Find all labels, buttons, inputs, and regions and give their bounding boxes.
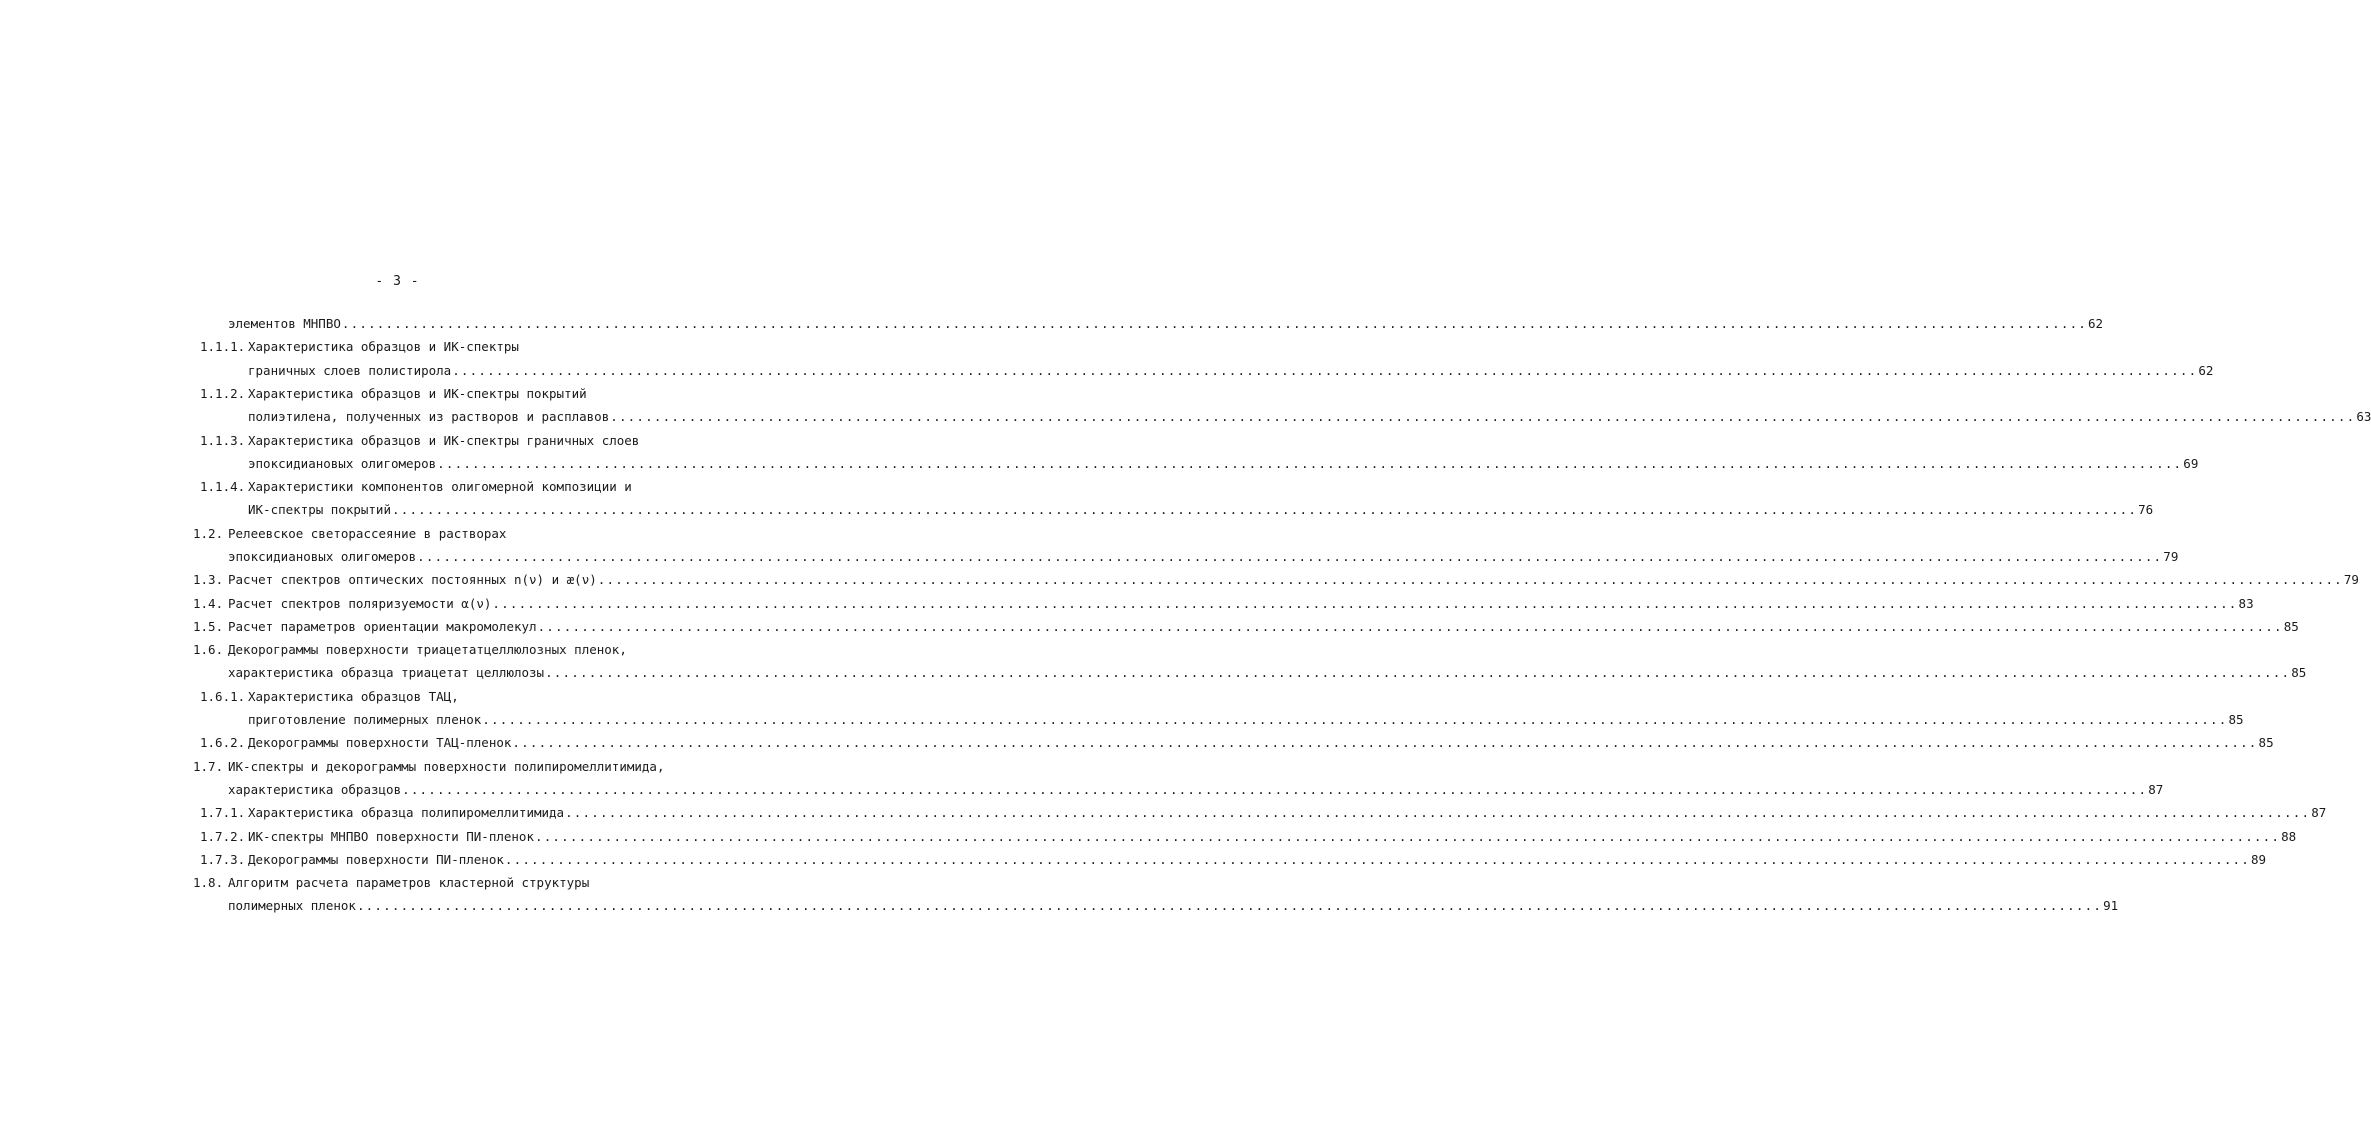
toc-entry-title: приготовление полимерных пленок [248, 712, 482, 728]
toc-entry-leader-line [228, 595, 2254, 611]
leader-dots: ........................................................................................................................................................................................................ [597, 572, 2343, 588]
toc-entry-page: 88 [2281, 828, 2297, 844]
toc-entry-page: 62 [2198, 362, 2214, 378]
leader-dots: ........................................................................................................................................................................................................ [402, 781, 2148, 797]
toc-entry-leader-line [228, 548, 2179, 564]
toc-entry-page: 62 [2088, 316, 2104, 331]
toc-entry-page: 83 [2238, 595, 2254, 611]
toc-entry-leader-line [228, 316, 2104, 331]
toc-entry-title: характеристика образцов [228, 781, 402, 797]
toc-entry-number: 1.1.1. [200, 339, 246, 355]
toc-entry-leader-line [228, 572, 2359, 588]
toc-entry-page: 87 [2311, 805, 2327, 821]
toc-entry-title: эпоксидиановых олигомеров [248, 455, 437, 471]
toc-entry-line: Характеристики компонентов олигомерной композиции и [248, 479, 632, 495]
toc-entry-number: 1.8. [193, 875, 224, 891]
toc-entry-line: Характеристика образцов и ИК-спектры [248, 339, 519, 355]
toc-entry-title: Расчет параметров ориентации макромолекул [228, 618, 537, 634]
toc-entry-line: Характеристика образцов и ИК-спектры покрытий [248, 385, 587, 401]
leader-dots: ........................................................................................................................................................................................................ [512, 735, 2258, 751]
leader-dots: ........................................................................................................................................................................................................ [341, 316, 2088, 331]
toc-entry-number: 1.6.1. [200, 688, 246, 704]
toc-entry-number: 1.6.2. [200, 735, 246, 751]
toc-entry-page: 91 [2103, 898, 2119, 914]
toc-entry-page: 85 [2258, 735, 2274, 751]
leader-dots: ........................................................................................................................................................................................................ [492, 595, 2238, 611]
toc-entry-number: 1.1.4. [200, 479, 246, 495]
toc-entry-number: 1.7.2. [200, 828, 246, 844]
toc-entry-number: 1.7. [193, 758, 224, 774]
toc-entry-number: 1.6. [193, 642, 224, 658]
leader-dots: ........................................................................................................................................................................................................ [610, 409, 2356, 425]
toc-entry-page: 87 [2148, 781, 2164, 797]
leader-dots: ........................................................................................................................................................................................................ [537, 618, 2283, 634]
toc-entry-title: Расчет спектров поляризуемости α(ν) [228, 595, 492, 611]
leader-dots: ........................................................................................................................................................................................................ [504, 851, 2251, 867]
toc-entry-leader-line [248, 851, 2267, 867]
leader-dots: ........................................................................................................................................................................................................ [565, 805, 2311, 821]
toc-entry-leader-line [228, 898, 2119, 914]
toc-entry-leader-line [228, 665, 2307, 681]
toc-entry-page: 69 [2183, 455, 2199, 471]
toc-entry-title: Декорограммы поверхности ПИ-пленок [248, 851, 504, 867]
toc-entry-title: эпоксидиановых олигомеров [228, 548, 417, 564]
toc-entry-title: ИК-спектры МНПВО поверхности ПИ-пленок [248, 828, 534, 844]
toc-entry-number: 1.2. [193, 525, 224, 541]
toc-entry-page: 76 [2138, 502, 2154, 518]
toc-entry-line: Декорограммы поверхности триацетатцеллюлозных пленок, [228, 642, 627, 658]
leader-dots: ........................................................................................................................................................................................................ [545, 665, 2291, 681]
toc-entry-page: 89 [2251, 851, 2267, 867]
toc-entry-page: 85 [2291, 665, 2307, 681]
toc-entry-leader-line [248, 409, 2371, 425]
toc-entry-title: Декорограммы поверхности ТАЦ-пленок [248, 735, 512, 751]
leader-dots: ........................................................................................................................................................................................................ [452, 362, 2198, 378]
toc-entry-title: характеристика образца триацетат целлюлозы [228, 665, 545, 681]
toc-entry-leader-line [248, 502, 2154, 518]
leader-dots: ........................................................................................................................................................................................................ [417, 548, 2163, 564]
toc-entry-title: граничных слоев полистирола [248, 362, 452, 378]
toc-entry-page: 85 [2283, 618, 2299, 634]
toc-entry-number: 1.1.3. [200, 432, 246, 448]
toc-entry-number: 1.7.1. [200, 805, 246, 821]
leader-dots: ........................................................................................................................................................................................................ [534, 828, 2281, 844]
toc-entry-line: Характеристика образцов и ИК-спектры граничных слоев [248, 432, 640, 448]
toc-entry-title: ИК-спектры покрытий [248, 502, 391, 518]
toc-entry-title: полимерных пленок [228, 898, 356, 914]
toc-entry-title: полиэтилена, полученных из растворов и расплавов [248, 409, 610, 425]
toc-entry-leader-line [228, 618, 2299, 634]
toc-entry-line: Релеевское светорассеяние в растворах [228, 525, 507, 541]
leader-dots: ........................................................................................................................................................................................................ [392, 502, 2138, 518]
leader-dots: ........................................................................................................................................................................................................ [437, 455, 2183, 471]
toc-entry-page: 63 [2356, 409, 2371, 425]
toc-entry-leader-line [248, 735, 2274, 751]
page-number: - 3 - [375, 274, 420, 289]
toc-entry-page: 79 [2163, 548, 2179, 564]
toc-entry-leader-line [248, 455, 2199, 471]
leader-dots: ........................................................................................................................................................................................................ [356, 898, 2103, 914]
toc-entry-title: Расчет спектров оптических постоянных n(ν) и æ(ν) [228, 572, 597, 588]
toc-entry-leader-line [248, 828, 2297, 844]
toc-entry-number: 1.1.2. [200, 385, 246, 401]
toc-entry-page: 79 [2343, 572, 2359, 588]
toc-entry-title: элементов МНПВО [228, 316, 341, 331]
toc-entry-leader-line [228, 781, 2164, 797]
toc-entry-line: Характеристика образцов ТАЦ, [248, 688, 459, 704]
toc-entry-number: 1.3. [193, 572, 224, 588]
toc-entry-leader-line [248, 805, 2327, 821]
toc-entry-line: ИК-спектры и декорограммы поверхности полипиромеллитимида, [228, 758, 665, 774]
toc-entry-title: Характеристика образца полипиромеллитимида [248, 805, 565, 821]
toc-entry-line: Алгоритм расчета параметров кластерной структуры [228, 875, 590, 891]
toc-entry-leader-line [248, 362, 2214, 378]
toc-entry-page: 85 [2228, 712, 2244, 728]
toc-entry-number: 1.4. [193, 595, 224, 611]
toc-entry-leader-line [248, 712, 2244, 728]
toc-entry-number: 1.5. [193, 618, 224, 634]
leader-dots: ........................................................................................................................................................................................................ [482, 712, 2228, 728]
toc-entry-number: 1.7.3. [200, 851, 246, 867]
